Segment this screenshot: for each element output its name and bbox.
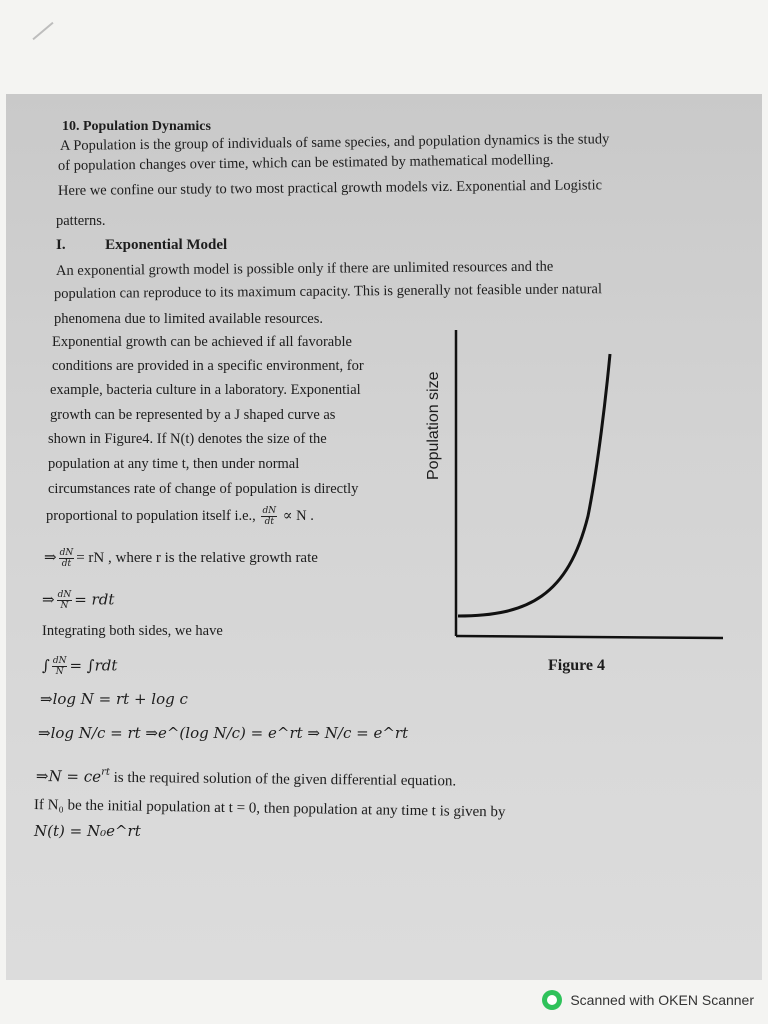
- subsection-number: I.: [56, 237, 66, 253]
- figure-caption: Figure 4: [548, 657, 606, 674]
- equation-6-text: is the required solution of the given differential equation.: [109, 769, 457, 790]
- subsection-heading: [56, 236, 227, 254]
- body-left-line-2: Exponential growth can be achieved if all favorable: [52, 334, 352, 350]
- body-left-line-1: phenomena due to limited available resources.: [54, 311, 323, 327]
- proportional-line: [46, 506, 314, 527]
- dn-dt-fraction: $\frac{dN}{dt}$: [262, 506, 277, 527]
- subsection-title: Exponential Model: [105, 237, 228, 253]
- equation-3: ∫ $\frac{dN}{N}$ = ∫rdt: [42, 656, 118, 677]
- initial-condition-line: If N₀ be the initial population at t = 0, then population at any time t is given by: [33, 797, 506, 821]
- equation-3-text: = ∫rdt: [69, 656, 118, 675]
- intro-line-2: of population changes over time, which can be estimated by mathematical modelling.: [57, 151, 554, 174]
- equation-1: ⇒ $\frac{dN}{dt}$ = rN , where r is the relative growth rate: [44, 548, 318, 569]
- body-left-line-5: growth can be represented by a J shaped curve as: [50, 407, 336, 423]
- equation-1-text: = rN , where r is the relative growth rate: [76, 549, 318, 566]
- exponential-curve: [458, 354, 610, 616]
- y-axis-label: Population size: [425, 371, 442, 480]
- intro-line-3: Here we confine our study to two most practical growth models viz. Exponential and Logistic: [57, 177, 603, 199]
- equation-5: ⇒log N/c = rt ⇒e^(log N/c) = e^rt ⇒ N/c = e^rt: [38, 724, 409, 742]
- body-left-line-7: population at any time t, then under normal: [48, 456, 300, 472]
- scanner-watermark: [542, 990, 754, 1010]
- body-left-line-3: conditions are provided in a specific environment, for: [52, 358, 364, 374]
- equation-6: ⇒N = $ce^{rt}$ is the required solution of the given differential equation.: [35, 766, 457, 790]
- scanner-logo-icon: [542, 990, 562, 1010]
- intro-line-1: A Population is the group of individuals of same species, and population dynamics is the study: [59, 131, 610, 154]
- body-left-line-4: example, bacteria culture in a laboratory. Exponential: [50, 382, 361, 398]
- proportional-symbol: ∝ N .: [282, 507, 314, 524]
- j-curve-figure: [418, 326, 728, 666]
- body-left-line-6: shown in Figure4. If N(t) denotes the size of the: [48, 431, 327, 447]
- section-heading: [62, 118, 211, 136]
- equation-4: ⇒log N = rt + log c: [40, 690, 188, 708]
- body-left-line-8: circumstances rate of change of population is directly: [48, 481, 359, 497]
- integrating-line: Integrating both sides, we have: [42, 623, 223, 639]
- section-number: 10.: [62, 119, 80, 134]
- scanner-text: Scanned with OKEN Scanner: [570, 992, 754, 1008]
- intro-line-4: patterns.: [56, 213, 106, 229]
- section-title: Population Dynamics: [83, 119, 211, 134]
- equation-2-text: = rdt: [74, 590, 115, 609]
- final-equation: N(t) = N₀e^rt: [34, 822, 141, 840]
- proportional-text: proportional to population itself i.e.,: [46, 507, 256, 524]
- x-axis: [456, 636, 723, 638]
- body-line-2: population can reproduce to its maximum capacity. This is generally not feasible under natural: [53, 281, 603, 302]
- equation-2: ⇒ $\frac{dN}{N}$ = rdt: [42, 590, 115, 611]
- body-line-1: An exponential growth model is possible only if there are unlimited resources and the: [55, 258, 554, 279]
